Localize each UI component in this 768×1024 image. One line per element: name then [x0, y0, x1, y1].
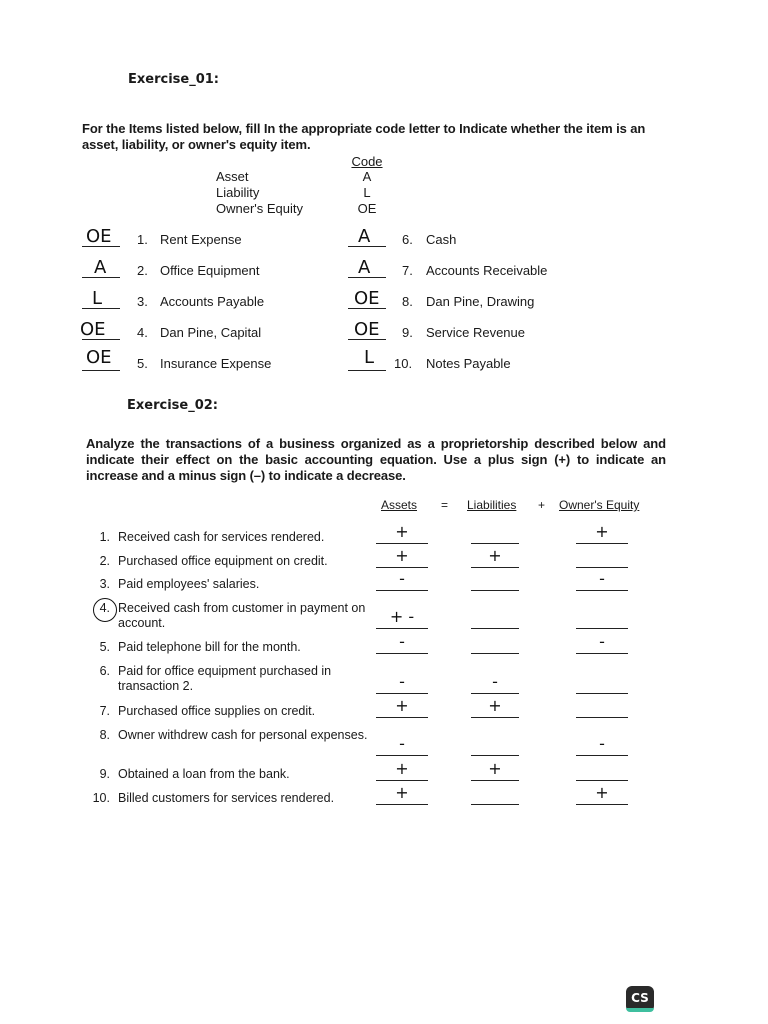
item-number: 10.	[394, 356, 413, 371]
transaction-number: 6.	[99, 664, 110, 678]
liabilities-answer: +	[488, 759, 502, 778]
answer-line[interactable]	[576, 779, 628, 781]
item-label: Accounts Payable	[160, 294, 265, 309]
answer-line[interactable]	[576, 754, 628, 756]
transaction-number: 3.	[99, 577, 110, 591]
item-number: 6.	[402, 232, 413, 247]
exercise-1-title: Exercise_01:	[128, 72, 219, 87]
exercise-2-instructions: Analyze the transactions of a business organized as a proprietorship described below and indicate their effect on the basic accounting equation. Use a plus sign (+) to indicate an increase and a minus sign (–) to indicate a decrease.	[86, 436, 666, 483]
answer-line[interactable]	[376, 803, 428, 805]
handwritten-answer: L	[364, 347, 375, 368]
item-label: Cash	[426, 232, 457, 247]
answer-line[interactable]	[376, 627, 428, 629]
equity-answer: -	[599, 734, 605, 753]
transaction-number: 9.	[99, 767, 110, 781]
item-number: 5.	[137, 356, 148, 371]
equity-answer: +	[595, 783, 609, 802]
answer-line[interactable]	[471, 754, 519, 756]
answer-line[interactable]	[376, 779, 428, 781]
code-label: Asset	[216, 169, 249, 184]
assets-answer: -	[399, 569, 405, 588]
answer-line[interactable]	[471, 652, 519, 654]
exercise-2-title: Exercise_02:	[127, 398, 218, 413]
answer-blank[interactable]	[348, 290, 386, 309]
transaction-label: Paid employees' salaries.	[118, 577, 260, 591]
transaction-number: 8.	[99, 728, 110, 742]
assets-answer: -	[399, 734, 405, 753]
transaction-number: 2.	[99, 554, 110, 568]
code-label: Liability	[216, 185, 260, 200]
assets-answer: +	[395, 546, 409, 565]
answer-line[interactable]	[471, 589, 519, 591]
equity-answer: -	[599, 569, 605, 588]
answer-line[interactable]	[471, 627, 519, 629]
transaction-label: Purchased office equipment on credit.	[118, 554, 328, 568]
handwritten-answer: A	[358, 257, 371, 278]
item-label: Dan Pine, Drawing	[426, 294, 535, 309]
plus-sign: +	[538, 498, 546, 512]
answer-line[interactable]	[376, 589, 428, 591]
transaction-label: Paid for office equipment purchased in transaction 2.	[118, 664, 332, 693]
answer-line[interactable]	[576, 589, 628, 591]
transaction-number: 1.	[99, 530, 110, 544]
assets-answer: +	[395, 759, 409, 778]
answer-blank[interactable]	[348, 321, 386, 340]
code-value: L	[363, 185, 371, 200]
assets-answer: +	[395, 783, 409, 802]
answer-blank[interactable]	[82, 228, 120, 247]
item-number: 4.	[137, 325, 148, 340]
handwritten-answer: A	[358, 226, 371, 247]
liabilities-answer: +	[488, 546, 502, 565]
item-number: 8.	[402, 294, 413, 309]
answer-line[interactable]	[471, 803, 519, 805]
logo-accent-bar	[626, 1008, 654, 1012]
answer-blank[interactable]	[82, 347, 120, 371]
answer-line[interactable]	[376, 716, 428, 718]
answer-line[interactable]	[471, 716, 519, 718]
assets-answer: -	[399, 632, 405, 651]
handwritten-answer: L	[92, 288, 103, 309]
transaction-number: 5.	[99, 640, 110, 654]
camscanner-logo: CS	[626, 986, 654, 1012]
code-header: Code	[351, 154, 383, 169]
item-number: 7.	[402, 263, 413, 278]
transaction-label: Paid telephone bill for the month.	[118, 640, 301, 654]
assets-answer: + -	[389, 607, 415, 626]
equity-answer: -	[599, 632, 605, 651]
answer-blank[interactable]	[348, 228, 386, 247]
item-number: 1.	[137, 232, 148, 247]
assets-answer: +	[395, 522, 409, 541]
answer-line[interactable]	[471, 542, 519, 544]
item-label: Notes Payable	[426, 356, 511, 371]
column-header-assets: Assets	[381, 498, 418, 512]
answer-line[interactable]	[576, 716, 628, 718]
transaction-label: Obtained a loan from the bank.	[118, 767, 290, 781]
liabilities-answer: -	[492, 672, 498, 691]
assets-answer: -	[399, 672, 405, 691]
item-number: 2.	[137, 263, 148, 278]
transaction-label: Received cash from customer in payment on account.	[118, 601, 366, 630]
answer-line[interactable]	[576, 803, 628, 805]
handwritten-answer: OE	[80, 319, 106, 340]
item-label: Office Equipment	[160, 263, 260, 278]
code-label: Owner's Equity	[216, 201, 304, 216]
handwritten-answer: OE	[86, 226, 112, 247]
item-label: Dan Pine, Capital	[160, 325, 262, 340]
equity-answer: +	[595, 522, 609, 541]
transaction-number: 10.	[92, 791, 110, 805]
answer-line[interactable]	[376, 692, 428, 694]
handwritten-answer: OE	[354, 319, 380, 340]
item-label: Insurance Expense	[160, 356, 272, 371]
exercise-1-instructions: For the Items listed below, fill In the appropriate code letter to Indicate whether the item is an asset, liability, or owner's equity item.	[82, 121, 646, 152]
answer-blank[interactable]	[348, 347, 386, 371]
answer-line[interactable]	[576, 692, 628, 694]
liabilities-answer: +	[488, 696, 502, 715]
transaction-number: 4.	[99, 601, 110, 615]
transaction-label: Billed customers for services rendered.	[118, 791, 335, 805]
answer-line[interactable]	[576, 542, 628, 544]
answer-line[interactable]	[471, 566, 519, 568]
code-value: OE	[357, 201, 377, 216]
transaction-number: 7.	[99, 704, 110, 718]
answer-line[interactable]	[576, 652, 628, 654]
answer-line[interactable]	[471, 779, 519, 781]
handwritten-answer: A	[94, 257, 107, 278]
answer-line[interactable]	[471, 692, 519, 694]
transaction-label: Purchased office supplies on credit.	[118, 704, 316, 718]
item-number: 9.	[402, 325, 413, 340]
answer-blank[interactable]	[82, 290, 120, 309]
item-label: Rent Expense	[160, 232, 242, 247]
column-header-liabilities: Liabilities	[467, 498, 517, 512]
handwritten-answer: OE	[86, 347, 112, 368]
code-value: A	[362, 169, 372, 184]
transaction-label: Received cash for services rendered.	[118, 530, 325, 544]
transaction-label: Owner withdrew cash for personal expenses.	[118, 728, 368, 742]
handwritten-answer: OE	[354, 288, 380, 309]
answer-blank[interactable]	[348, 259, 386, 278]
answer-blank[interactable]	[82, 259, 120, 278]
equals-sign: =	[441, 498, 449, 512]
answer-blank[interactable]	[82, 321, 120, 340]
answer-line[interactable]	[376, 754, 428, 756]
item-label: Accounts Receivable	[426, 263, 548, 278]
answer-line[interactable]	[376, 542, 428, 544]
answer-line[interactable]	[376, 652, 428, 654]
answer-line[interactable]	[576, 566, 628, 568]
answer-line[interactable]	[376, 566, 428, 568]
item-label: Service Revenue	[426, 325, 525, 340]
item-number: 3.	[137, 294, 148, 309]
answer-line[interactable]	[576, 627, 628, 629]
assets-answer: +	[395, 696, 409, 715]
column-header-equity: Owner's Equity	[559, 498, 640, 512]
